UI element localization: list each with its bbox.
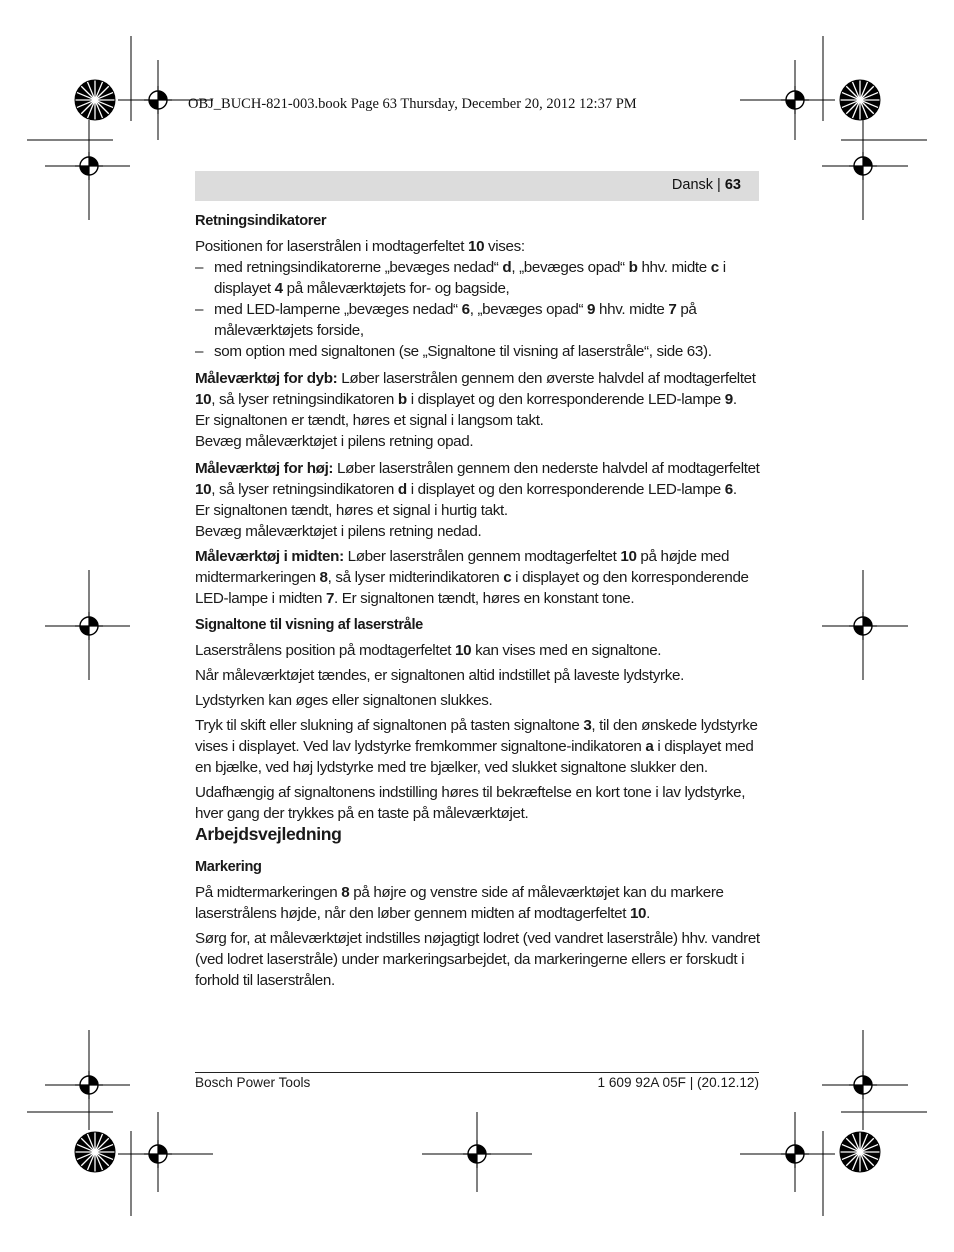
heading-retningsindikatorer: Retningsindikatorer: [195, 213, 327, 229]
paragraph-hoj-signal: Er signaltonen tændt, høres et signal i hurtig takt.: [195, 502, 508, 519]
direction-list: [195, 257, 761, 362]
header-section: Dansk: [671, 177, 714, 193]
heading-markering: Markering: [195, 859, 262, 875]
main-content: [195, 211, 761, 991]
list-item: – med LED-lamperne „bevæges nedad“ 6, „bevæges opad“ 9 hhv. midte 7 på måleværktøjets forside,: [195, 299, 761, 341]
paragraph-signal-5: Udafhængig af signaltonens indstilling høres til bekræftelse en kort tone i lav lydstyrke, hver gang der trykkes på en taste på måleværktøjet.: [195, 784, 746, 822]
paragraph-markering-1: På midtermarkeringen 8 på højre og venstre side af måleværktøjet kan du markere laserstrålens højde, når den løber gennem midten af modtagerfeltet 10.: [195, 884, 724, 922]
header-separator: |: [713, 177, 725, 193]
heading-arbejdsvejledning: Arbejdsvejledning: [195, 824, 342, 844]
paragraph-dyb-move: Bevæg måleværktøjet i pilens retning opad.: [195, 433, 474, 450]
paragraph-retning-intro: Positionen for laserstrålen i modtagerfeltet 10 vises:: [195, 238, 525, 255]
print-slug: OBJ_BUCH-821-003.book Page 63 Thursday, December 20, 2012 12:37 PM: [188, 96, 637, 112]
paragraph-midten: Måleværktøj i midten: Løber laserstrålen gennem modtagerfeltet 10 på højde med midtermarkeringen 8, så lyser midterindikatoren c i displayet og den korresponderende LED-lampe i midten 7. Er signaltonen tændt, høres en konstant tone.: [195, 548, 749, 607]
page-number: 63: [724, 177, 741, 193]
page-header: [195, 171, 759, 201]
paragraph-hoj: Måleværktøj for høj: Løber laserstrålen gennem den nederste halvdel af modtagerfeltet 10, så lyser retningsindikatoren d i displayet og den korresponderende LED-lampe 6.: [195, 460, 760, 498]
header-text: [672, 177, 741, 193]
list-item: – som option med signaltonen (se „Signaltone til visning af laserstråle“, side 63).: [195, 341, 761, 362]
paragraph-dyb-signal: Er signaltonen er tændt, høres et signal i langsom takt.: [195, 412, 544, 429]
heading-signaltone: Signaltone til visning af laserstråle: [195, 617, 423, 633]
paragraph-signal-2: Når måleværktøjet tændes, er signaltonen altid indstillet på laveste lydstyrke.: [195, 667, 684, 684]
paragraph-signal-3: Lydstyrken kan øges eller signaltonen slukkes.: [195, 692, 493, 709]
paragraph-signal-1: Laserstrålens position på modtagerfeltet 10 kan vises med en signaltone.: [195, 642, 662, 659]
paragraph-markering-2: Sørg for, at måleværktøjet indstilles nøjagtigt lodret (ved vandret laserstråle) hhv. vandret (ved lodret laserstråle) under markeringsarbejdet, da markeringerne ellers er forskudt i forhold til laserstrålen.: [195, 930, 760, 989]
paragraph-dyb: Måleværktøj for dyb: Løber laserstrålen gennem den øverste halvdel af modtagerfeltet 10, så lyser retningsindikatoren b i displayet og den korresponderende LED-lampe 9.: [195, 370, 756, 408]
list-item: – med retningsindikatorerne „bevæges nedad“ d, „bevæges opad“ b hhv. midte c i displayet 4 på måleværktøjets for- og bagside,: [195, 257, 761, 299]
paragraph-signal-4: Tryk til skift eller slukning af signaltonen på tasten signaltone 3, til den ønskede lydstyrke vises i displayet. Ved lav lydstyrke fremkommer signaltone-indikatoren a i displayet med en bjælke, ved høj lydstyrke med tre bjælker, ved slukket signaltone slukker den.: [195, 717, 758, 776]
footer-doc-code: 1 609 92A 05F | (20.12.12): [597, 1075, 759, 1090]
footer-brand: Bosch Power Tools: [195, 1075, 311, 1090]
paragraph-hoj-move: Bevæg måleværktøjet i pilens retning nedad.: [195, 523, 482, 540]
footer-rule: [195, 1072, 759, 1073]
